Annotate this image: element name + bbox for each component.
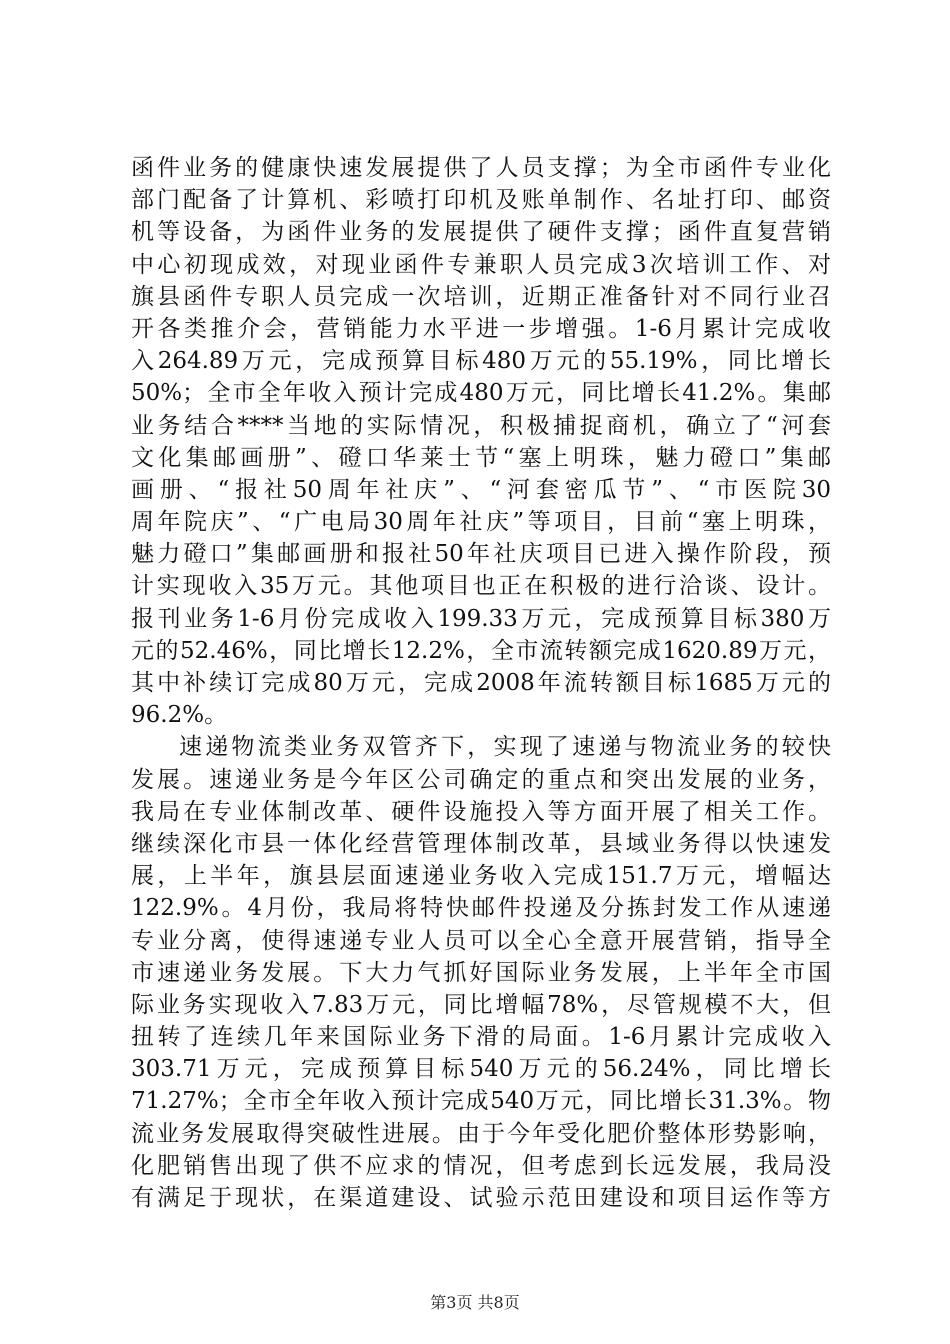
text-line: 入264.89万元，完成预算目标480万元的55.19%，同比增长 [131,348,831,375]
text-line: 部门配备了计算机、彩喷打印机及账单制作、名址打印、邮资 [131,187,831,214]
text-line: 303.71万元，完成预算目标540万元的56.24%，同比增长 [131,1056,831,1083]
text-line: 继续深化市县一体化经营管理体制改革，县域业务得以快速发 [131,830,831,857]
text-line: 业务结合****当地的实际情况，积极捕捉商机，确立了“河套 [131,412,831,439]
text-line: 71.27%；全市全年收入预计完成540万元，同比增长31.3%。物 [131,1088,831,1115]
text-line: 122.9%。4月份，我局将特快邮件投递及分拣封发工作从速递 [131,895,831,922]
text-line: 机等设备，为函件业务的发展提供了硬件支撑；函件直复营销 [131,219,831,246]
text-line: 化肥销售出现了供不应求的情况，但考虑到长远发展，我局没 [131,1152,831,1179]
text-line: 市速递业务发展。下大力气抓好国际业务发展，上半年全市国 [131,959,831,986]
text-line: 魅力磴口”集邮画册和报社50年社庆项目已进入操作阶段，预 [131,541,831,568]
text-line: 其中补续订完成80万元，完成2008年流转额目标1685万元的 [131,670,831,696]
paragraph-2 [131,731,831,1214]
text-line: 函件业务的健康快速发展提供了人员支撑；为全市函件专业化 [131,155,831,181]
text-line: 50%；全市全年收入预计完成480万元，同比增长41.2%。集邮 [131,380,831,407]
text-line: 流业务发展取得突破性进展。由于今年受化肥价整体形势影响， [131,1120,831,1147]
text-line: 速递物流类业务双管齐下，实现了速递与物流业务的较快 [179,734,831,761]
text-line: 展，上半年，旗县层面速递业务收入完成151.7万元，增幅达 [131,863,831,890]
text-line: 扭转了连续几年来国际业务下滑的局面。1-6月累计完成收入 [131,1024,831,1051]
text-line: 文化集邮画册”、磴口华莱士节“塞上明珠，魅力磴口”集邮 [131,444,831,471]
document-body [131,152,831,1214]
text-line: 报刊业务1-6月份完成收入199.33万元，完成预算目标380万 [131,605,831,632]
text-line: 周年院庆”、“广电局30周年社庆”等项目，目前“塞上明珠， [131,509,831,536]
text-line: 发展。速递业务是今年区公司确定的重点和突出发展的业务， [131,766,831,793]
text-line: 有满足于现状，在渠道建设、试验示范田建设和项目运作等方 [131,1185,831,1211]
text-line: 画册、“报社50周年社庆”、“河套密瓜节”、“市医院30 [131,476,831,503]
text-line: 96.2%。 [131,702,228,729]
text-line: 旗县函件专职人员完成一次培训，近期正准备针对不同行业召 [131,283,831,310]
text-line: 元的52.46%，同比增长12.2%，全市流转额完成1620.89万元， [131,637,831,664]
text-line: 开各类推介会，营销能力水平进一步增强。1-6月累计完成收 [131,315,831,342]
paragraph-1 [131,152,831,731]
text-line: 中心初现成效，对现业函件专兼职人员完成3次培训工作、对 [131,251,831,278]
text-line: 我局在专业体制改革、硬件设施投入等方面开展了相关工作。 [131,798,831,825]
text-line: 际业务实现收入7.83万元，同比增幅78%，尽管规模不大，但 [131,991,831,1018]
text-line: 专业分离，使得速递专业人员可以全心全意开展营销，指导全 [131,927,831,954]
text-line: 计实现收入35万元。其他项目也正在积极的进行洽谈、设计。 [131,573,831,600]
page-footer: 第3页 共8页 [430,1293,520,1312]
